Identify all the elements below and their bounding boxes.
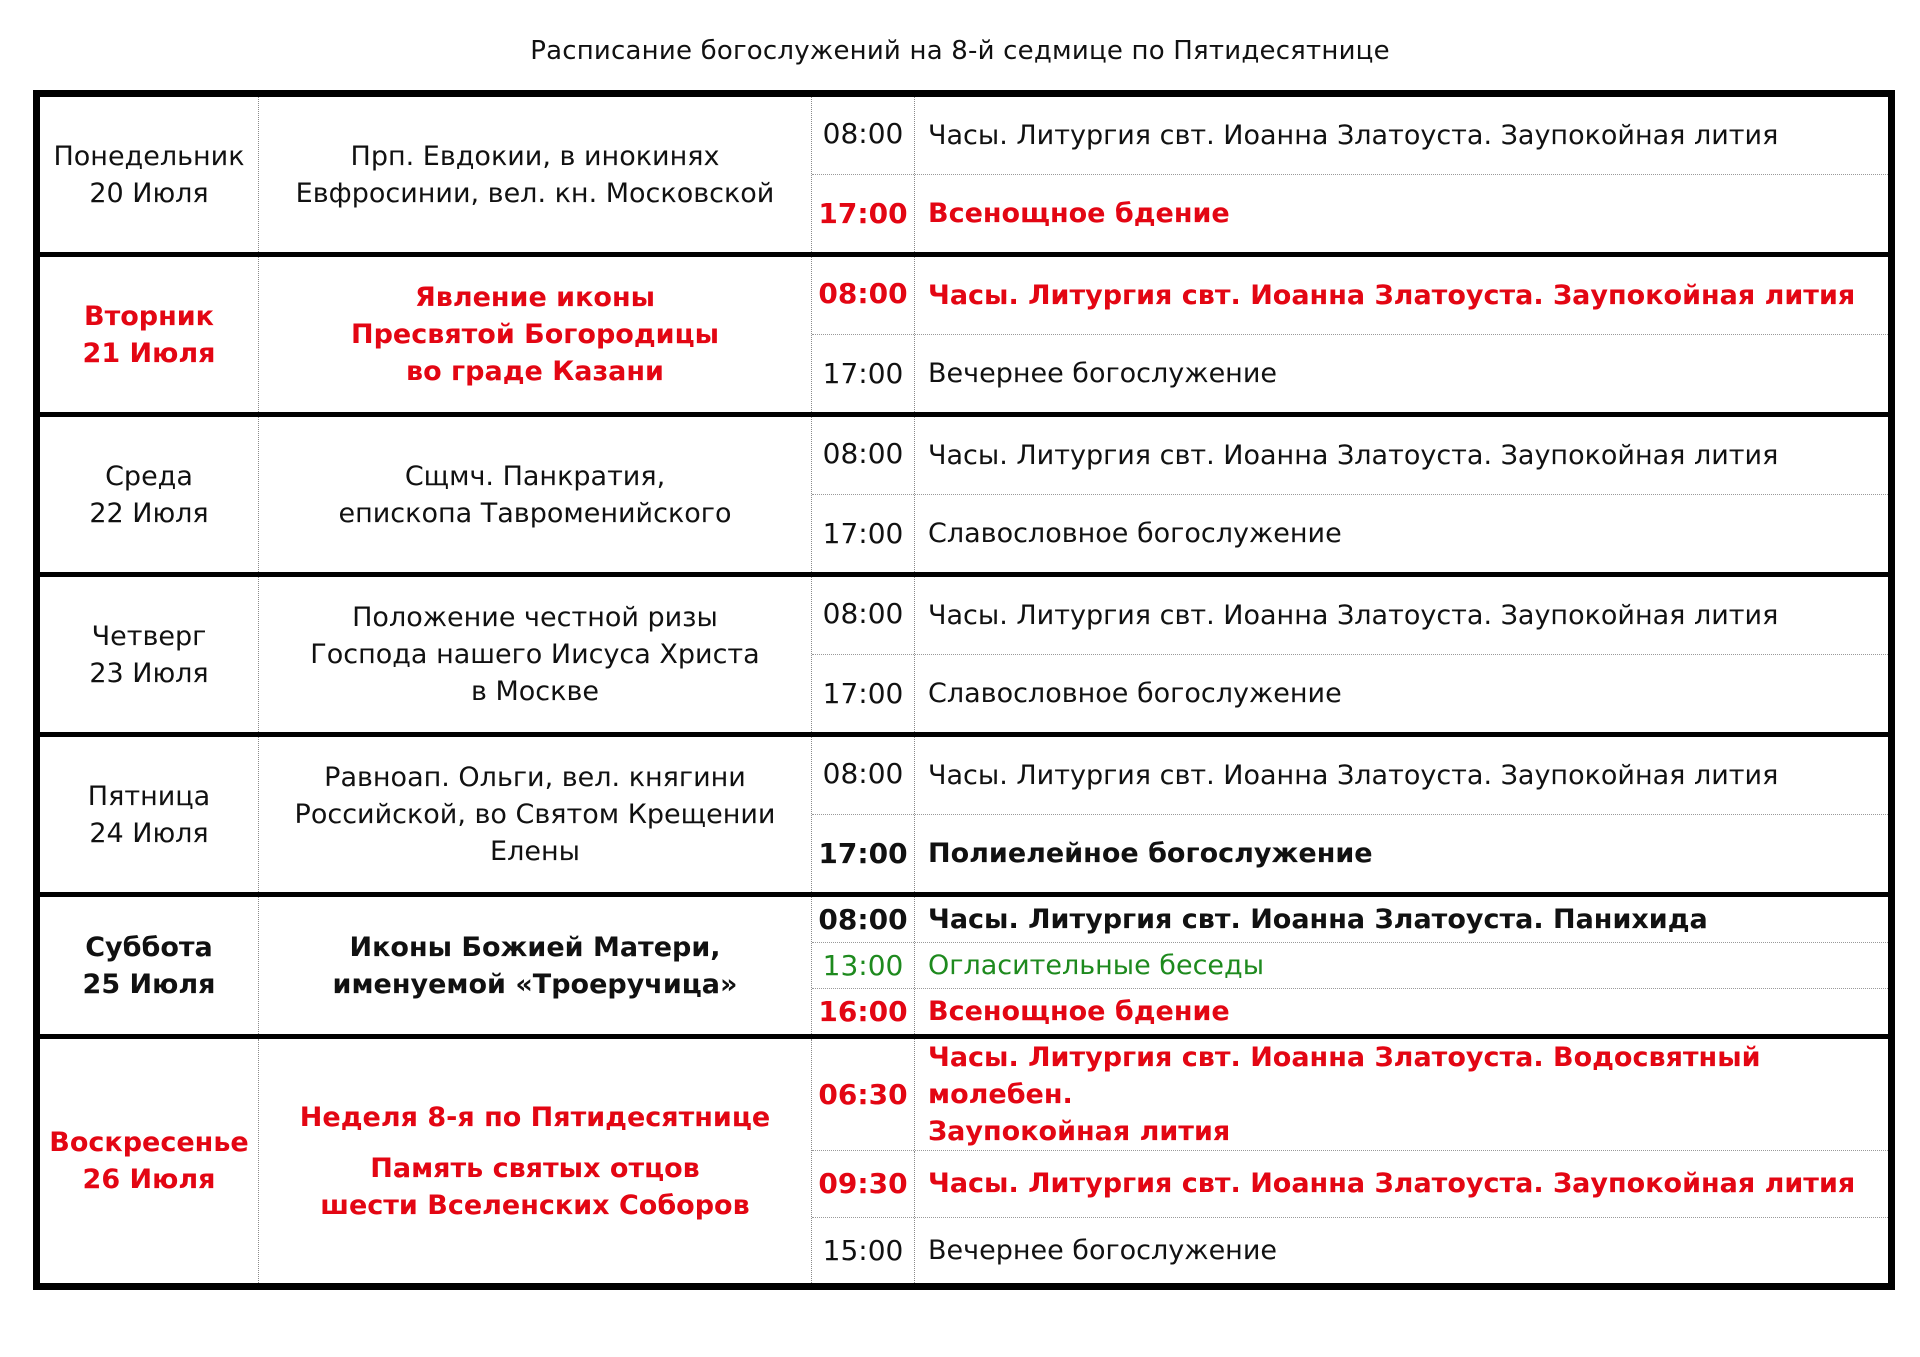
service-row [812, 655, 1888, 732]
day-row-wednesday [40, 417, 1888, 577]
service-name: Всенощное бдение [928, 198, 1230, 229]
service-row [812, 815, 1888, 892]
date-label: 25 Июля [82, 968, 216, 1000]
day-row-monday [40, 97, 1888, 257]
service-row [812, 577, 1888, 655]
feast-cell [259, 897, 812, 1034]
date-label: 22 Июля [89, 497, 209, 529]
service-name: Вечернее богослужение [928, 1234, 1277, 1266]
date-label: 21 Июля [82, 337, 216, 369]
day-date-cell [40, 1039, 259, 1283]
day-row-thursday [40, 577, 1888, 737]
feast-line: именуемой «Троеручица» [332, 968, 738, 1000]
service-name-line: Заупокойная лития [928, 1116, 1231, 1147]
service-row [812, 897, 1888, 943]
service-time: 09:30 [812, 1151, 915, 1217]
service-name: Часы. Литургия свт. Иоанна Златоуста. Заупокойная лития [928, 280, 1856, 311]
service-row [812, 257, 1888, 335]
service-row [812, 175, 1888, 252]
feast-line: Евфросинии, вел. кн. Московской [295, 177, 775, 209]
service-row [812, 943, 1888, 989]
service-row [812, 495, 1888, 572]
service-name: Часы. Литургия свт. Иоанна Златоуста. Заупокойная лития [928, 760, 1779, 791]
service-time: 17:00 [812, 495, 915, 572]
service-name: Всенощное бдение [928, 996, 1230, 1027]
feast-cell [259, 1039, 812, 1283]
services-cell [812, 577, 1888, 732]
service-row [812, 97, 1888, 175]
feast-line: Российской, во Святом Крещении [294, 799, 776, 830]
services-cell [812, 257, 1888, 412]
feast-line: епископа Тавроменийского [338, 497, 732, 529]
service-name: Часы. Литургия свт. Иоанна Златоуста. Заупокойная лития [928, 440, 1779, 471]
feast-cell [259, 417, 812, 572]
day-date-cell [40, 577, 259, 732]
service-name: Огласительные беседы [928, 950, 1265, 981]
service-name: Славословное богослужение [928, 518, 1342, 549]
service-time: 08:00 [812, 897, 915, 942]
service-name: Вечернее богослужение [928, 358, 1277, 389]
day-date-cell [40, 417, 259, 572]
services-cell [812, 1039, 1888, 1283]
feast-cell [259, 97, 812, 252]
feast-cell [259, 737, 812, 892]
services-cell [812, 737, 1888, 892]
service-time: 17:00 [812, 815, 915, 892]
service-row [812, 417, 1888, 495]
date-label: 24 Июля [89, 817, 209, 849]
service-name: Часы. Литургия свт. Иоанна Златоуста. Заупокойная лития [928, 1168, 1856, 1200]
day-row-friday [40, 737, 1888, 897]
day-date-cell [40, 737, 259, 892]
date-label: 26 Июля [82, 1164, 216, 1195]
service-row [812, 1039, 1888, 1151]
service-time: 08:00 [812, 257, 915, 334]
feast-line: Прп. Евдокии, в инокинях [350, 140, 720, 172]
feast-line: во граде Казани [406, 356, 664, 387]
service-time: 17:00 [812, 175, 915, 252]
weekday-label: Вторник [83, 300, 214, 332]
service-name-line: Часы. Литургия свт. Иоанна Златоуста. Водосвятный молебен. [928, 1042, 1761, 1110]
feast-line: Иконы Божией Матери, [349, 931, 721, 963]
service-name: Полиелейное богослужение [928, 838, 1373, 869]
weekday-label: Воскресенье [49, 1127, 249, 1158]
weekday-label: Понедельник [53, 140, 245, 172]
services-cell [812, 897, 1888, 1034]
feast-line: в Москве [471, 676, 599, 707]
feast-line: Неделя 8-я по Пятидесятнице [299, 1101, 771, 1133]
page-title: Расписание богослужений на 8-й седмице по Пятидесятнице [530, 36, 1390, 66]
feast-line: Господа нашего Иисуса Христа [310, 639, 760, 670]
day-date-cell [40, 897, 259, 1034]
feast-line: Елены [490, 836, 580, 867]
service-time: 16:00 [812, 989, 915, 1034]
day-row-tuesday [40, 257, 1888, 417]
service-name: Часы. Литургия свт. Иоанна Златоуста. Панихида [928, 904, 1708, 935]
day-date-cell [40, 257, 259, 412]
day-date-cell [40, 97, 259, 252]
feast-cell [259, 257, 812, 412]
weekday-label: Четверг [91, 620, 207, 652]
date-label: 23 Июля [89, 657, 209, 689]
service-row [812, 1151, 1888, 1218]
feast-line: Память святых отцов [370, 1152, 700, 1184]
service-name: Часы. Литургия свт. Иоанна Златоуста. Заупокойная лития [928, 120, 1779, 151]
weekday-label: Суббота [85, 931, 213, 963]
feast-line: Явление иконы [414, 282, 656, 313]
service-time: 13:00 [812, 943, 915, 988]
service-row [812, 335, 1888, 412]
service-time: 15:00 [812, 1218, 915, 1284]
service-time: 17:00 [812, 655, 915, 732]
feast-line: шести Вселенских Соборов [320, 1189, 750, 1221]
service-time: 08:00 [812, 97, 915, 174]
feast-line: Положение честной ризы [352, 602, 718, 633]
service-time: 08:00 [812, 577, 915, 654]
service-time: 08:00 [812, 737, 915, 814]
service-row [812, 737, 1888, 815]
service-row [812, 1218, 1888, 1284]
service-row [812, 989, 1888, 1034]
weekday-label: Среда [105, 460, 193, 492]
service-time: 06:30 [812, 1039, 915, 1150]
service-name: Славословное богослужение [928, 678, 1342, 709]
schedule-table [33, 90, 1895, 1290]
feast-line: Пресвятой Богородицы [351, 319, 719, 350]
services-cell [812, 417, 1888, 572]
services-cell [812, 97, 1888, 252]
service-time: 17:00 [812, 335, 915, 412]
date-label: 20 Июля [89, 177, 209, 209]
weekday-label: Пятница [87, 780, 211, 812]
day-row-saturday [40, 897, 1888, 1039]
service-name: Часы. Литургия свт. Иоанна Златоуста. Заупокойная лития [928, 600, 1779, 631]
feast-line: Сщмч. Панкратия, [404, 460, 666, 492]
day-row-sunday [40, 1039, 1888, 1283]
service-time: 08:00 [812, 417, 915, 494]
feast-line: Равноап. Ольги, вел. княгини [324, 762, 746, 793]
feast-cell [259, 577, 812, 732]
service-name [915, 1039, 1888, 1150]
